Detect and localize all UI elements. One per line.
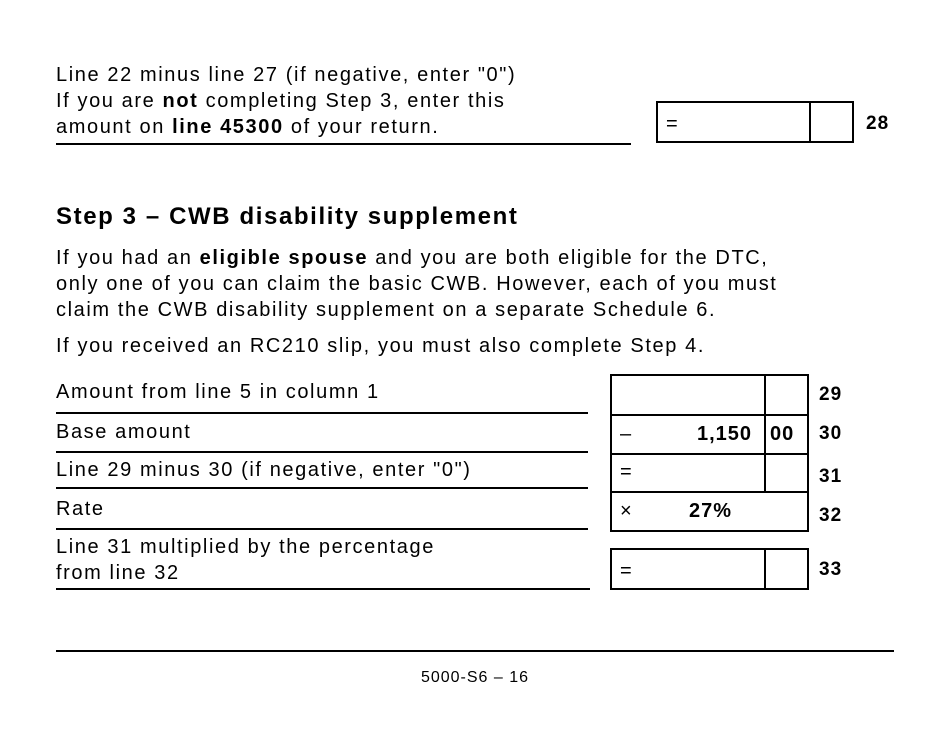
- text-span: If you had an: [56, 247, 200, 269]
- line-number-28: 28: [866, 113, 890, 134]
- step3-para2: If you received an RC210 slip, you must also complete Step 4.: [56, 335, 705, 357]
- line31-label: Line 29 minus 30 (if negative, enter "0"): [56, 459, 472, 481]
- line28-operator: =: [666, 113, 678, 135]
- line31-amount-field[interactable]: [612, 454, 764, 490]
- line-number-31: 31: [819, 466, 843, 487]
- bold-text-not: not: [162, 90, 199, 112]
- step3-para1-line1: [56, 245, 768, 271]
- line-number-30: 30: [819, 423, 843, 444]
- line30-operator: –: [620, 423, 632, 445]
- cents-divider: [764, 550, 766, 588]
- line33-amount-field[interactable]: [610, 548, 809, 590]
- line31-operator: =: [620, 461, 632, 483]
- line29-cents-field[interactable]: [766, 376, 807, 412]
- line30-dollars: 1,150: [697, 423, 753, 445]
- bold-text-eligible-spouse: eligible spouse: [199, 247, 369, 269]
- line-number-32: 32: [819, 505, 843, 526]
- line-number-29: 29: [819, 384, 843, 405]
- footer-rule: [56, 650, 894, 652]
- step3-title: Step 3 – CWB disability supplement: [56, 203, 519, 230]
- line32-rate: 27%: [689, 500, 733, 522]
- line28-amount-field[interactable]: [656, 101, 854, 143]
- text-span: amount on: [56, 116, 173, 138]
- page-id: 5000-S6 – 16: [420, 669, 530, 686]
- line33-label-line2: from line 32: [56, 562, 180, 584]
- line29-amount-field[interactable]: [612, 376, 764, 412]
- bold-text-line-45300: line 45300: [172, 116, 284, 138]
- row-divider: [612, 491, 807, 493]
- line30-cents: 00: [770, 423, 795, 445]
- line32-operator: ×: [620, 500, 632, 522]
- line31-underline: [56, 487, 588, 489]
- line32-label: Rate: [56, 498, 105, 520]
- step3-para1-line3: claim the CWB disability supplement on a separate Schedule 6.: [56, 299, 717, 321]
- row-divider: [612, 414, 807, 416]
- cents-divider: [809, 103, 811, 141]
- line33-label-line1: Line 31 multiplied by the percentage: [56, 536, 435, 558]
- line28-text-line2: [56, 88, 506, 114]
- line-number-33: 33: [819, 559, 843, 580]
- line30-underline: [56, 451, 588, 453]
- line33-underline: [56, 588, 590, 590]
- line29-underline: [56, 412, 588, 414]
- line32-underline: [56, 528, 588, 530]
- line33-operator: =: [620, 560, 632, 582]
- line29-label: Amount from line 5 in column 1: [56, 381, 380, 403]
- text-span: of your return.: [283, 116, 440, 138]
- text-span: If you are: [56, 90, 163, 112]
- text-span: and you are both eligible for the DTC,: [368, 247, 769, 269]
- line28-underline: [56, 143, 631, 145]
- step3-para1-line2: only one of you can claim the basic CWB. However, each of you must: [56, 273, 778, 295]
- line30-label: Base amount: [56, 421, 192, 443]
- text-span: completing Step 3, enter this: [198, 90, 506, 112]
- line28-text-line1: Line 22 minus line 27 (if negative, enter "0"): [56, 64, 517, 86]
- line28-text-line3: [56, 114, 439, 140]
- line31-cents-field[interactable]: [766, 454, 807, 490]
